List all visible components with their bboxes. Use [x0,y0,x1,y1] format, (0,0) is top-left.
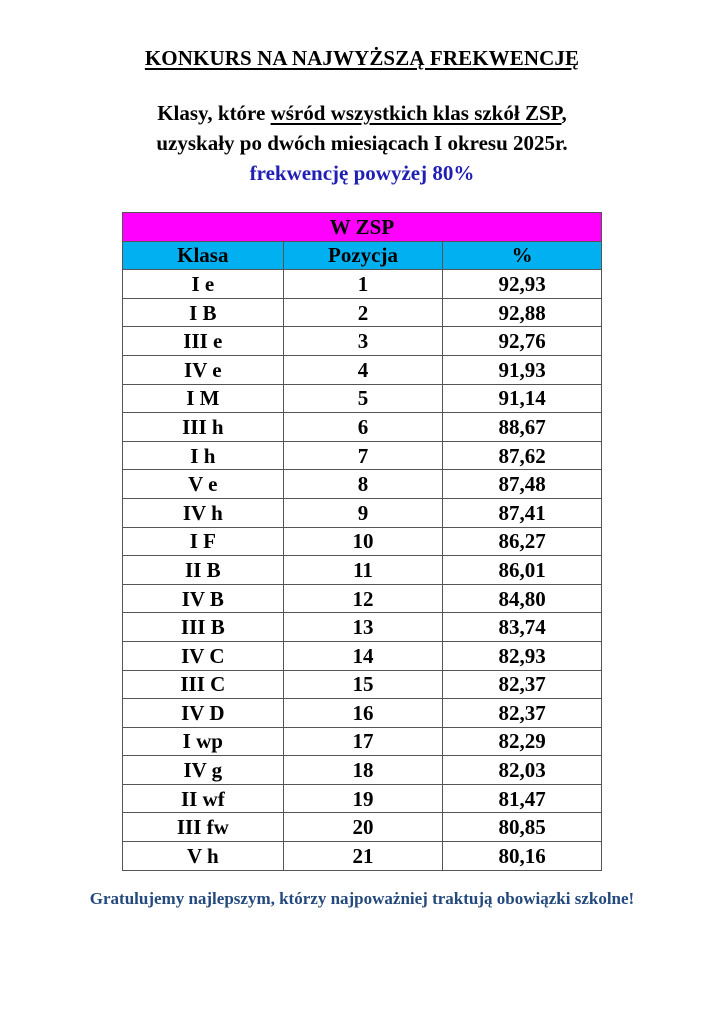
column-header-pozycja: Pozycja [283,241,443,270]
table-row [123,355,602,384]
page-title: KONKURS NA NAJWYŻSZĄ FREKWENCJĘ [144,46,580,70]
table-group-header: W ZSP [123,213,602,242]
cell-pozycja: 9 [283,498,443,527]
table-row [123,270,602,299]
cell-percent: 80,85 [443,813,602,842]
cell-klasa: IV D [123,699,284,728]
intro-line-1-post: , [561,101,567,125]
cell-klasa: IV B [123,584,284,613]
cell-pozycja: 19 [283,784,443,813]
table-row [123,441,602,470]
cell-pozycja: 1 [283,270,443,299]
cell-percent: 92,93 [443,270,602,299]
table-column-headers [123,241,602,270]
table-row [123,556,602,585]
cell-klasa: III h [123,413,284,442]
cell-klasa: IV h [123,498,284,527]
cell-pozycja: 20 [283,813,443,842]
cell-percent: 81,47 [443,784,602,813]
cell-pozycja: 13 [283,613,443,642]
table-row [123,470,602,499]
cell-percent: 86,27 [443,527,602,556]
cell-percent: 82,03 [443,756,602,785]
cell-percent: 82,29 [443,727,602,756]
cell-klasa: II wf [123,784,284,813]
cell-pozycja: 4 [283,355,443,384]
cell-klasa: IV e [123,355,284,384]
cell-pozycja: 14 [283,641,443,670]
column-header-percent: % [443,241,602,270]
cell-percent: 80,16 [443,842,602,871]
cell-pozycja: 12 [283,584,443,613]
table-row [123,413,602,442]
cell-percent: 83,74 [443,613,602,642]
table-row [123,699,602,728]
table-body [123,270,602,870]
cell-pozycja: 8 [283,470,443,499]
cell-klasa: III C [123,670,284,699]
intro-line-2: uzyskały po dwóch miesiącach I okresu 2025r. [156,131,568,155]
cell-percent: 91,14 [443,384,602,413]
column-header-klasa: Klasa [123,241,284,270]
table-row [123,641,602,670]
cell-pozycja: 15 [283,670,443,699]
intro-line-3-highlight: frekwencję powyżej 80% [249,161,475,185]
cell-pozycja: 3 [283,327,443,356]
table-row [123,527,602,556]
cell-percent: 86,01 [443,556,602,585]
cell-percent: 87,48 [443,470,602,499]
cell-percent: 91,93 [443,355,602,384]
table-row [123,498,602,527]
cell-klasa: I M [123,384,284,413]
intro-line-1-underlined: wśród wszystkich klas szkół ZSP [270,101,562,125]
cell-pozycja: 7 [283,441,443,470]
cell-percent: 88,67 [443,413,602,442]
cell-klasa: I e [123,270,284,299]
table-row [123,813,602,842]
cell-pozycja: 18 [283,756,443,785]
cell-pozycja: 16 [283,699,443,728]
cell-percent: 87,41 [443,498,602,527]
cell-percent: 92,88 [443,298,602,327]
footer-congratulations: Gratulujemy najlepszym, którzy najpoważniej traktują obowiązki szkolne! [89,889,635,908]
attendance-table [122,212,602,871]
table-row [123,298,602,327]
table-row [123,384,602,413]
cell-klasa: I F [123,527,284,556]
table-row [123,727,602,756]
table-row [123,327,602,356]
cell-klasa: III fw [123,813,284,842]
cell-percent: 82,37 [443,699,602,728]
table-row [123,613,602,642]
intro-line-1-pre: Klasy, które [157,101,271,125]
cell-klasa: I h [123,441,284,470]
cell-pozycja: 10 [283,527,443,556]
cell-percent: 82,93 [443,641,602,670]
cell-klasa: V h [123,842,284,871]
table-row [123,842,602,871]
intro-text [0,98,724,188]
table-row [123,756,602,785]
table-row [123,584,602,613]
cell-klasa: I wp [123,727,284,756]
cell-pozycja: 2 [283,298,443,327]
table-row [123,670,602,699]
cell-pozycja: 6 [283,413,443,442]
intro-line-1 [0,98,724,128]
cell-pozycja: 21 [283,842,443,871]
cell-pozycja: 11 [283,556,443,585]
cell-klasa: V e [123,470,284,499]
cell-klasa: II B [123,556,284,585]
cell-pozycja: 17 [283,727,443,756]
cell-klasa: I B [123,298,284,327]
cell-klasa: IV g [123,756,284,785]
table-row [123,784,602,813]
cell-klasa: III B [123,613,284,642]
cell-klasa: III e [123,327,284,356]
cell-percent: 87,62 [443,441,602,470]
cell-percent: 82,37 [443,670,602,699]
cell-pozycja: 5 [283,384,443,413]
cell-percent: 84,80 [443,584,602,613]
cell-klasa: IV C [123,641,284,670]
cell-percent: 92,76 [443,327,602,356]
